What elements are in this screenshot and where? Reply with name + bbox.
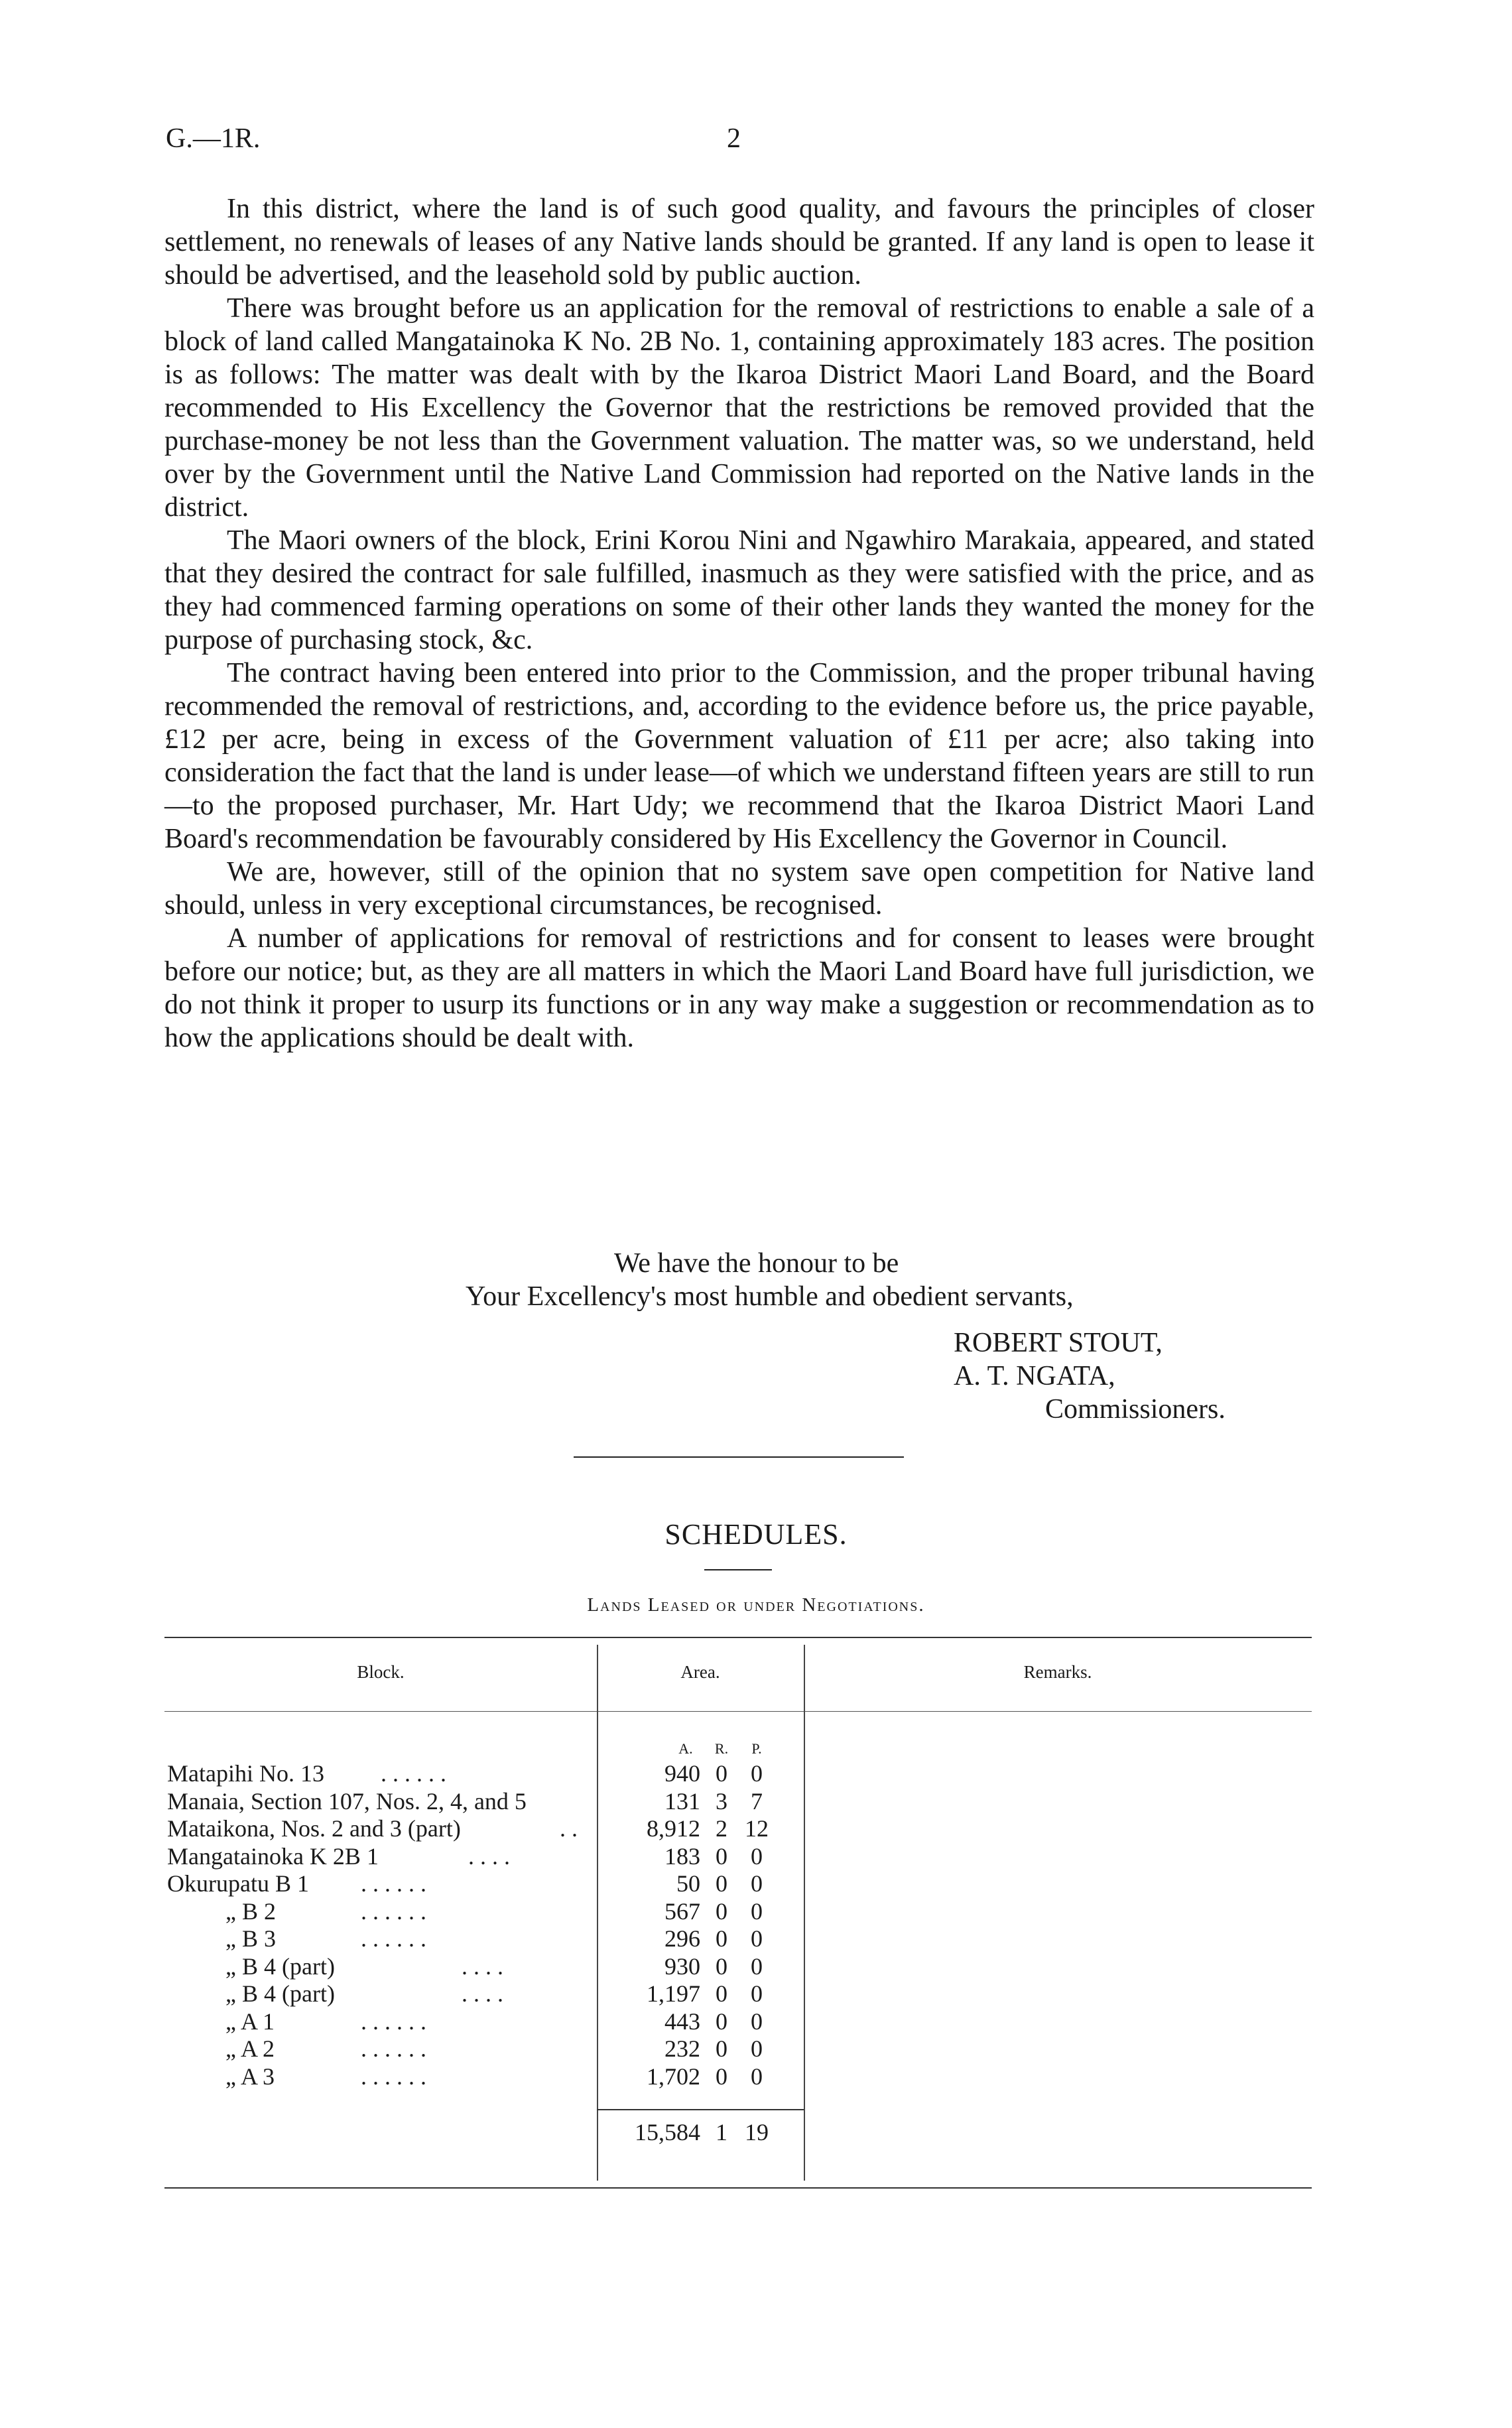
area-acres: 296 — [664, 1925, 700, 1952]
column-header-block: Block. — [357, 1662, 405, 1682]
leader-dots: . . . . . . — [361, 1870, 426, 1897]
table-row — [164, 2035, 1312, 2063]
area-perches: 0 — [751, 1952, 763, 1980]
table-row — [164, 1760, 1312, 1788]
paragraph: There was brought before us an application for the removal of restrictions to enable a sale of a block of land called Mangatainoka K No. 2B No. 1, containing approximately 183 acres. The position is as follows: The matter was dealt with by the Ikaroa District Maori Land Board, and the Board recommended to His Excellency the Governor that the restrictions be removed provided that the purchase-money be not less than the Government valuation. The matter was, so we understand, held over by the Government until the Native Land Commission had reported on the Native lands in the district. — [164, 293, 1314, 523]
paragraph: A number of applications for removal of restrictions and for consent to leases were brought before our notice; but, as they are all matters in which the Maori Land Board have full jurisdiction, we do not think it proper to usurp its functions or in any way make a suggestion or recommendation as to how the applications should be dealt with. — [164, 923, 1314, 1053]
area-acres: 50 — [676, 1870, 700, 1897]
area-acres: 183 — [664, 1842, 700, 1870]
area-acres: 1,702 — [647, 2063, 700, 2090]
unit-acres: A. — [678, 1740, 693, 1757]
block-name: „ A 3 — [225, 2063, 275, 2090]
table-row — [164, 2063, 1312, 2091]
divider — [704, 1569, 772, 1570]
area-perches: 0 — [751, 1925, 763, 1952]
area-roods: 0 — [716, 2063, 727, 2090]
total-perches: 19 — [745, 2119, 769, 2145]
area-acres: 940 — [664, 1760, 700, 1787]
table-row — [164, 1980, 1312, 2008]
area-roods: 2 — [716, 1815, 727, 1842]
block-name: „ B 4 (part) — [225, 1980, 335, 2007]
area-acres: 443 — [664, 2008, 700, 2035]
area-perches: 7 — [751, 1787, 763, 1815]
total-roods: 1 — [716, 2119, 727, 2145]
divider — [574, 1456, 904, 1458]
area-roods: 0 — [716, 1980, 727, 2007]
area-perches: 0 — [751, 2035, 763, 2062]
paragraph: The Maori owners of the block, Erini Korou Nini and Ngawhiro Marakaia, appeared, and stated that they desired the contract for sale fulfilled, inasmuch as they were satisfied with the price, and as they had commenced farming operations on some of their other lands they wanted the money for the purpose of purchasing stock, &c. — [164, 525, 1314, 655]
area-roods: 0 — [716, 1897, 727, 1925]
area-acres: 567 — [664, 1897, 700, 1925]
area-acres: 930 — [664, 1952, 700, 1980]
paragraph: We are, however, still of the opinion that no system save open competition for Native land should, unless in very exceptional circumstances, be recognised. — [164, 857, 1314, 921]
page-header — [166, 123, 1346, 162]
page-number: 2 — [727, 123, 741, 154]
document-reference: G.—1R. — [166, 123, 261, 154]
table-row — [164, 2008, 1312, 2036]
block-name: Mangatainoka K 2B 1 — [167, 1842, 379, 1870]
area-roods: 0 — [716, 2035, 727, 2062]
area-perches: 0 — [751, 1980, 763, 2007]
table-body — [164, 1760, 1312, 2090]
table-row — [164, 1953, 1312, 1981]
table-row — [164, 1788, 1312, 1816]
signatory-name: A. T. NGATA, — [954, 1361, 1115, 1391]
schedule-table — [164, 1637, 1312, 2189]
area-acres: 1,197 — [647, 1980, 700, 2007]
signature-block — [954, 1326, 1226, 1426]
table-row — [164, 1870, 1312, 1898]
block-name: „ A 2 — [225, 2035, 275, 2062]
area-roods: 0 — [716, 2008, 727, 2035]
table-rule — [164, 2187, 1312, 2189]
unit-perches: P. — [751, 1740, 762, 1757]
unit-roods: R. — [714, 1740, 729, 1757]
area-perches: 0 — [751, 1760, 763, 1787]
block-name: „ B 2 — [225, 1897, 276, 1925]
area-perches: 0 — [751, 2008, 763, 2035]
block-name: Mataikona, Nos. 2 and 3 (part) — [167, 1815, 461, 1842]
area-perches: 0 — [751, 1870, 763, 1897]
leader-dots: . . . . . . — [361, 1925, 426, 1952]
leader-dots: . . . . . . — [361, 2008, 426, 2035]
total-acres: 15,584 — [635, 2119, 700, 2145]
table-row — [164, 1843, 1312, 1871]
area-roods: 0 — [716, 1760, 727, 1787]
table-row — [164, 1925, 1312, 1953]
leader-dots: . . . . . . — [361, 2063, 426, 2090]
block-name: Okurupatu B 1 — [167, 1870, 309, 1897]
paragraph: The contract having been entered into prior to the Commission, and the proper tribunal having recommended the removal of restrictions, and, according to the evidence before us, the price payable, £12 per acre, being in excess of the Government valuation of £11 per acre; also taking into consideration the fact that the land is under lease—of which we understand fifteen years are still to run—to the proposed purchaser, Mr. Hart Udy; we recommend that the Ikaroa District Maori Land Board's recommendation be favourably considered by His Excellency the Governor in Council. — [164, 658, 1314, 854]
area-roods: 3 — [716, 1787, 727, 1815]
block-name: Matapihi No. 13 — [167, 1760, 324, 1787]
area-perches: 12 — [745, 1815, 769, 1842]
schedules-title: SCHEDULES. — [664, 1518, 848, 1551]
leader-dots: . . . . — [468, 1842, 510, 1870]
column-header-area: Area. — [680, 1662, 720, 1682]
area-acres: 232 — [664, 2035, 700, 2062]
area-roods: 0 — [716, 1952, 727, 1980]
leader-dots: . . . . — [462, 1980, 503, 2007]
leader-dots: . . — [560, 1815, 578, 1842]
total-row — [164, 2116, 1312, 2149]
table-rule — [164, 1711, 1312, 1712]
area-perches: 0 — [751, 1842, 763, 1870]
area-acres: 8,912 — [647, 1815, 700, 1842]
block-name: „ B 3 — [225, 1925, 276, 1952]
area-perches: 0 — [751, 1897, 763, 1925]
paragraph: In this district, where the land is of such good quality, and favours the principles of closer settlement, no renewals of leases of any Native lands should be granted. If any land is open to lease it should be advertised, and the leasehold sold by public auction. — [164, 194, 1314, 290]
leader-dots: . . . . . . — [361, 2035, 426, 2062]
closing-line: We have the honour to be — [614, 1248, 899, 1279]
schedule-subtitle: Lands Leased or under Negotiations. — [587, 1594, 925, 1616]
area-perches: 0 — [751, 2063, 763, 2090]
table-row — [164, 1815, 1312, 1843]
column-header-remarks: Remarks. — [1023, 1662, 1092, 1682]
table-row — [164, 1898, 1312, 1926]
area-roods: 0 — [716, 1870, 727, 1897]
leader-dots: . . . . . . — [361, 1897, 426, 1925]
area-roods: 0 — [716, 1925, 727, 1952]
block-name: „ A 1 — [225, 2008, 275, 2035]
leader-dots: . . . . . . — [381, 1760, 446, 1787]
area-acres: 131 — [664, 1787, 700, 1815]
block-name: Manaia, Section 107, Nos. 2, 4, and 5 — [167, 1787, 527, 1815]
table-rule — [164, 1637, 1312, 1638]
block-name: „ B 4 (part) — [225, 1952, 335, 1980]
signatory-name: ROBERT STOUT, — [954, 1328, 1163, 1358]
signatory-title: Commissioners. — [1045, 1394, 1226, 1425]
leader-dots: . . . . — [462, 1952, 503, 1980]
closing-line: Your Excellency's most humble and obedient servants, — [466, 1281, 1074, 1312]
total-rule — [597, 2109, 804, 2110]
area-roods: 0 — [716, 1842, 727, 1870]
body-text — [164, 192, 1314, 1054]
